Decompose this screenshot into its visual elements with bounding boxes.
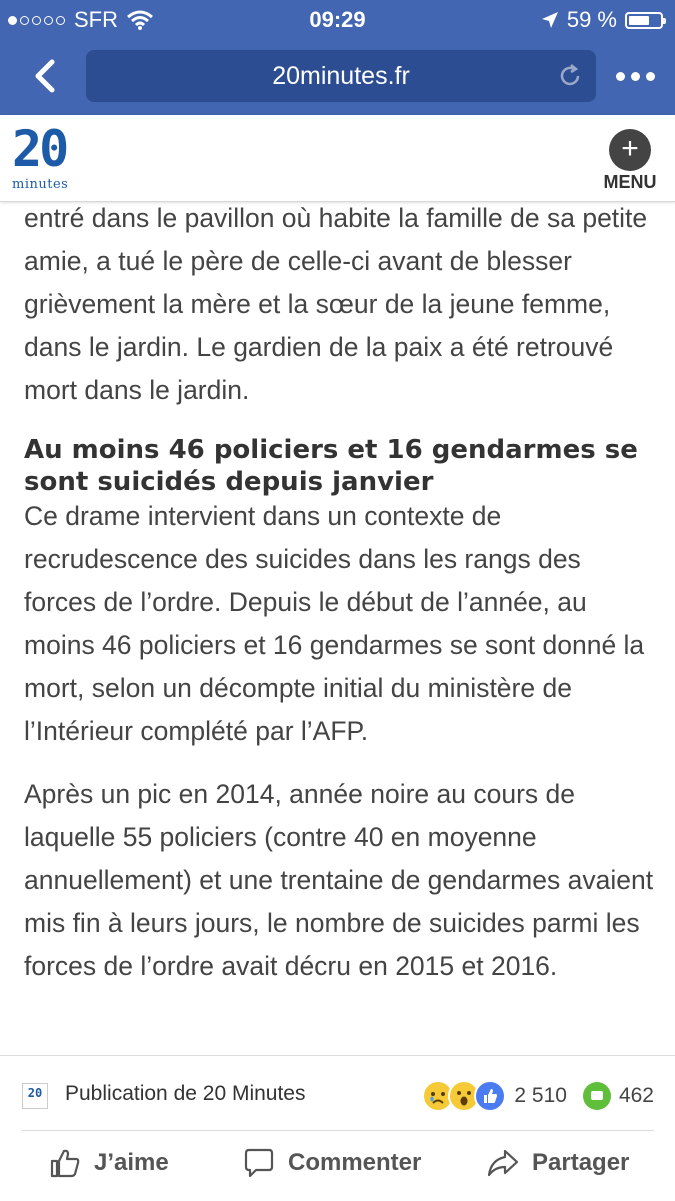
comment-label: Commenter xyxy=(288,1149,422,1176)
site-header xyxy=(0,115,675,202)
back-icon[interactable] xyxy=(26,56,66,96)
thumbs-up-icon xyxy=(48,1146,82,1180)
location-arrow-icon xyxy=(541,11,559,29)
menu-label: MENU xyxy=(603,172,657,192)
publication-row xyxy=(22,1078,654,1114)
more-icon[interactable] xyxy=(616,72,655,81)
url-text: 20minutes.fr xyxy=(272,62,410,90)
clock: 09:29 xyxy=(309,7,366,32)
status-right xyxy=(541,7,663,33)
logo-text: minutes xyxy=(12,177,69,192)
logo-number: 20 xyxy=(12,120,67,178)
comment-button[interactable] xyxy=(242,1146,421,1180)
menu-button[interactable] xyxy=(597,129,663,193)
site-logo[interactable] xyxy=(12,120,76,197)
status-bar xyxy=(0,0,675,38)
article-body xyxy=(24,201,654,988)
divider xyxy=(22,1130,654,1131)
publisher-logo-icon[interactable]: 20 xyxy=(22,1083,48,1109)
article-paragraph: Après un pic en 2014, année noire au cours de laquelle 55 policiers (contre 40 en moyenne annuellement) et une trentaine de gendarmes avaient mis fin à leurs jours, le nombre de suicides parmi les forces de l’ordre avait décru en 2015 et 2016. xyxy=(24,779,654,981)
comment-bubble-icon xyxy=(583,1082,611,1110)
reactions-summary[interactable] xyxy=(428,1078,654,1114)
address-bar[interactable] xyxy=(86,50,596,102)
like-button[interactable] xyxy=(48,1146,169,1180)
comments-count: 462 xyxy=(618,1084,654,1107)
article-paragraph: entré dans le pavillon où habite la famille de sa petite amie, a tué le père de celle-ci avant de blesser grièvement la mère et la sœur de la jeune femme, dans le jardin. Le gardien de la paix a été retrouvé mort dans le jardin. xyxy=(24,203,648,405)
facebook-footer xyxy=(0,1055,675,1201)
share-button[interactable] xyxy=(486,1146,629,1180)
comment-icon xyxy=(242,1146,276,1180)
carrier-name: SFR xyxy=(74,7,118,32)
article-subheading: Au moins 46 policiers et 16 gendarmes se sont suicidés depuis janvier xyxy=(24,435,638,497)
plus-icon: + xyxy=(609,129,651,171)
reload-icon[interactable] xyxy=(556,62,584,90)
article-paragraph: Ce drame intervient dans un contexte de recrudescence des suicides dans les rangs des forces de l’ordre. Depuis le début de l’année, au moins 46 policiers et 16 gendarmes se sont donné la mort, selon un décompte initial du ministère de l’Intérieur complété par l’AFP. xyxy=(24,501,645,746)
battery-percentage: 59 % xyxy=(566,7,617,32)
share-label: Partager xyxy=(532,1149,630,1176)
battery-icon xyxy=(625,12,663,29)
reactions-count: 2 510 xyxy=(514,1084,567,1107)
browser-toolbar xyxy=(0,38,675,115)
like-label: J’aime xyxy=(94,1149,169,1176)
publication-label[interactable]: Publication de 20 Minutes xyxy=(65,1082,306,1105)
share-icon xyxy=(486,1146,520,1180)
action-bar xyxy=(0,1146,675,1186)
like-reaction-icon xyxy=(474,1080,506,1112)
